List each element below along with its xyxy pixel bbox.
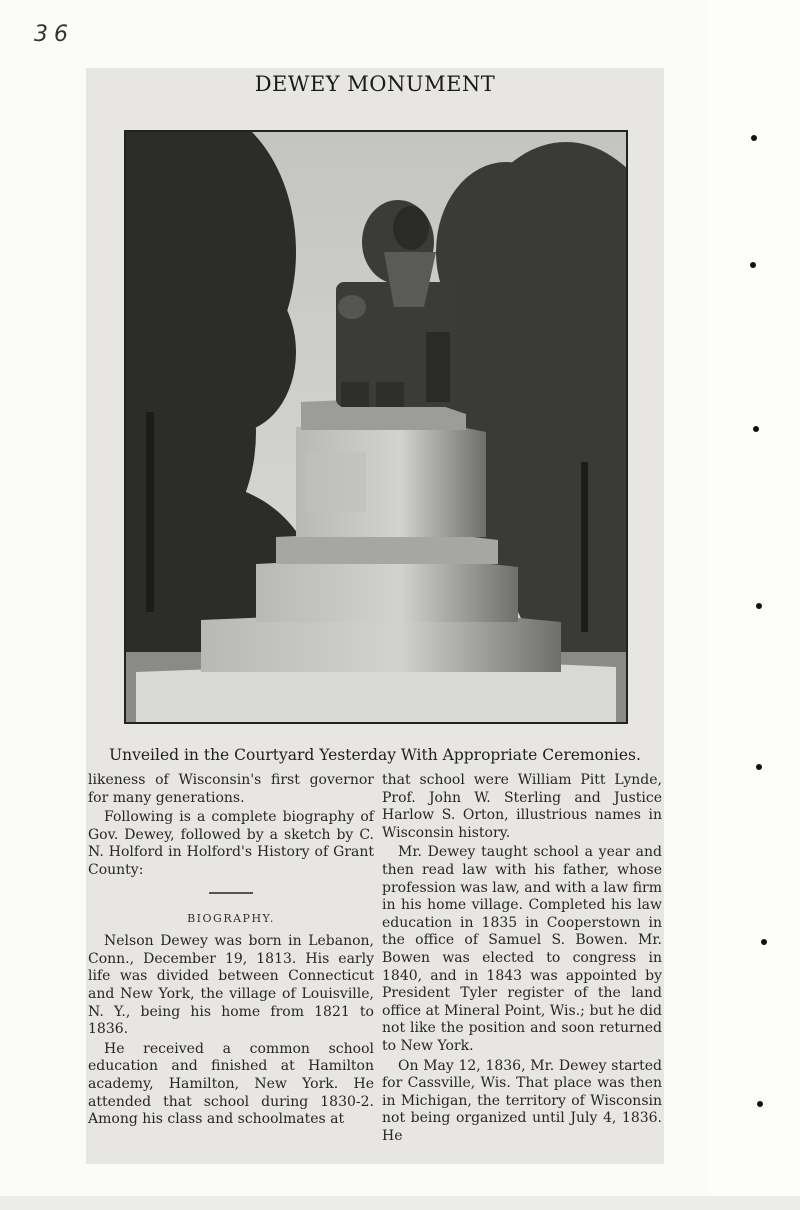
photo-caption: Unveiled in the Courtyard Yesterday With Appropriate Ceremonies. xyxy=(109,746,641,764)
section-heading: BIOGRAPHY. xyxy=(187,911,275,925)
scan-bottom-edge xyxy=(0,1196,800,1210)
monument-photo xyxy=(124,130,628,724)
paragraph: likeness of Wisconsin's first governor for many generations. xyxy=(88,772,374,806)
monument-illustration xyxy=(126,132,626,722)
margin-speck xyxy=(753,426,759,432)
margin-speck xyxy=(756,603,762,609)
article-column-left xyxy=(88,772,374,1131)
page-number: 36 xyxy=(34,22,74,47)
margin-speck xyxy=(761,939,767,945)
paragraph: He received a common school education and finished at Hamilton academy, Hamilton, New York. He attended that school during 1830-2. Among his class and schoolmates at xyxy=(88,1040,374,1128)
margin-speck xyxy=(751,135,757,141)
paragraph: Mr. Dewey taught school a year and then read law with his father, whose profession was law, and with a law firm in his home village. Completed his law education in 1835 in Cooperstown in the office of Samuel S. Bowen. Mr. Bowen was elected to congress in 1840, and in 1843 was appointed by President Tyler register of the land office at Mineral Point, Wis.; but he did not like the position and soon returned to New York. xyxy=(382,844,662,1054)
article-column-right xyxy=(382,772,662,1147)
margin-speck xyxy=(756,764,762,770)
section-divider xyxy=(209,892,253,894)
margin-speck xyxy=(757,1101,763,1107)
margin-speck xyxy=(750,262,756,268)
headline: DEWEY MONUMENT xyxy=(254,72,496,96)
paragraph: Following is a complete biography of Gov. Dewey, followed by a sketch by C. N. Holford in Holford's History of Grant County: xyxy=(88,809,374,878)
scan-right-margin xyxy=(708,0,800,1210)
paragraph: On May 12, 1836, Mr. Dewey started for Cassville, Wis. That place was then in Michigan, the territory of Wisconsin not being organized until July 4, 1836. He xyxy=(382,1057,662,1144)
paragraph: that school were William Pitt Lynde, Prof. John W. Sterling and Justice Harlow S. Orton, illustrious names in Wisconsin history. xyxy=(382,772,662,841)
paragraph: Nelson Dewey was born in Lebanon, Conn., December 19, 1813. His early life was divided between Connecticut and New York, the village of Louisville, N. Y., being his home from 1821 to 1836. xyxy=(88,933,374,1038)
